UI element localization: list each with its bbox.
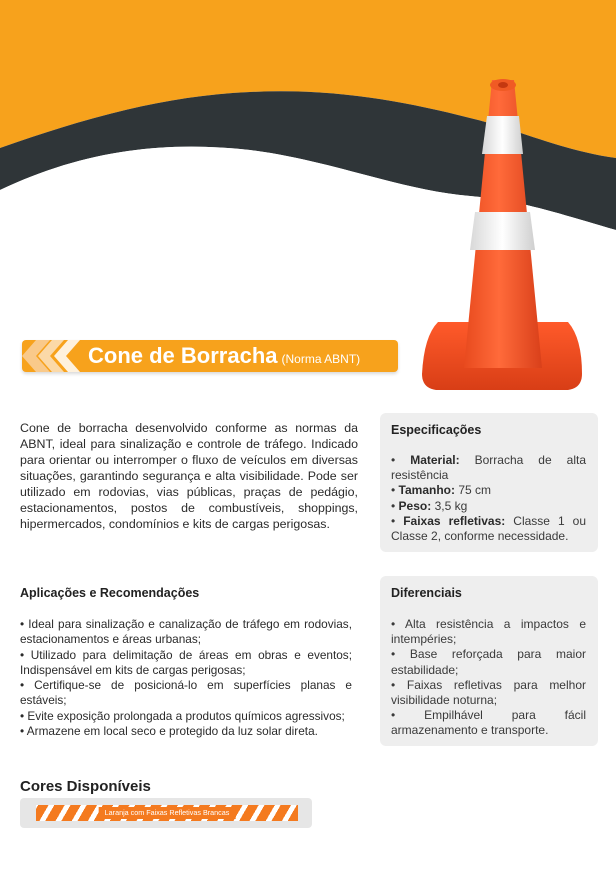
product-name: Cone de Borracha — [88, 343, 278, 368]
chevron-arrows-icon — [20, 338, 86, 374]
color-swatch-label: Laranja com Faixas Refletivas Brancas — [99, 807, 236, 819]
list-item: • Utilizado para delimitação de áreas em obras e eventos; Indispensável em kits de cargas perigosas; — [20, 647, 352, 677]
list-item: • Faixas refletivas para melhor visibilidade noturna; — [391, 677, 586, 708]
color-swatch-orange-white — [36, 805, 298, 821]
differentials-list — [391, 617, 586, 739]
product-description: Cone de borracha desenvolvido conforme as normas da ABNT, ideal para sinalização e controle de tráfego. Indicado para orientar ou interromper o fluxo de veículos em diversas situações, garantindo segurança e alta visibilidade. Pode ser utilizado em rodovias, vias públicas, praças de pedágio, estacionamentos, postos de combustíveis, shoppings, hipermercados, condomínios e kits de cargas perigosas. — [20, 421, 358, 531]
colors-title: Cores Disponíveis — [20, 778, 151, 795]
product-title — [88, 341, 360, 374]
list-item: • Armazene em local seco e protegido da luz solar direta. — [20, 724, 318, 739]
specifications-title: Especificações — [391, 423, 482, 437]
spec-item-size: • Tamanho: 75 cm — [391, 483, 492, 498]
list-item: • Evite exposição prolongada a produtos químicos agressivos; — [20, 708, 345, 723]
spec-item-weight: • Peso: 3,5 kg — [391, 498, 468, 513]
differentials-panel — [380, 576, 598, 746]
differentials-title: Diferenciais — [391, 586, 462, 600]
list-item: • Empilhável para fácil armazenamento e transporte. — [391, 708, 586, 738]
spec-item-reflective-bands: • Faixas refletivas: Classe 1 ou Classe 2, conforme necessidade. — [391, 513, 587, 544]
list-item: • Ideal para sinalização e canalização de tráfego em rodovias, estacionamentos e áreas urbanas; — [20, 617, 352, 647]
spec-item-material: • Material: Borracha de alta resistência — [391, 453, 586, 483]
applications-title: Aplicações e Recomendações — [20, 586, 200, 600]
traffic-cone-image — [418, 78, 586, 396]
list-item: • Alta resistência a impactos e intempéries; — [391, 617, 586, 647]
specifications-list — [391, 453, 586, 544]
specifications-panel — [380, 413, 598, 552]
list-item: • Base reforçada para maior estabilidade; — [391, 647, 586, 677]
product-norm: (Norma ABNT) — [281, 352, 361, 366]
list-item: • Certifique-se de posicioná-lo em superfícies planas e estáveis; — [20, 678, 352, 708]
applications-list — [20, 617, 352, 739]
